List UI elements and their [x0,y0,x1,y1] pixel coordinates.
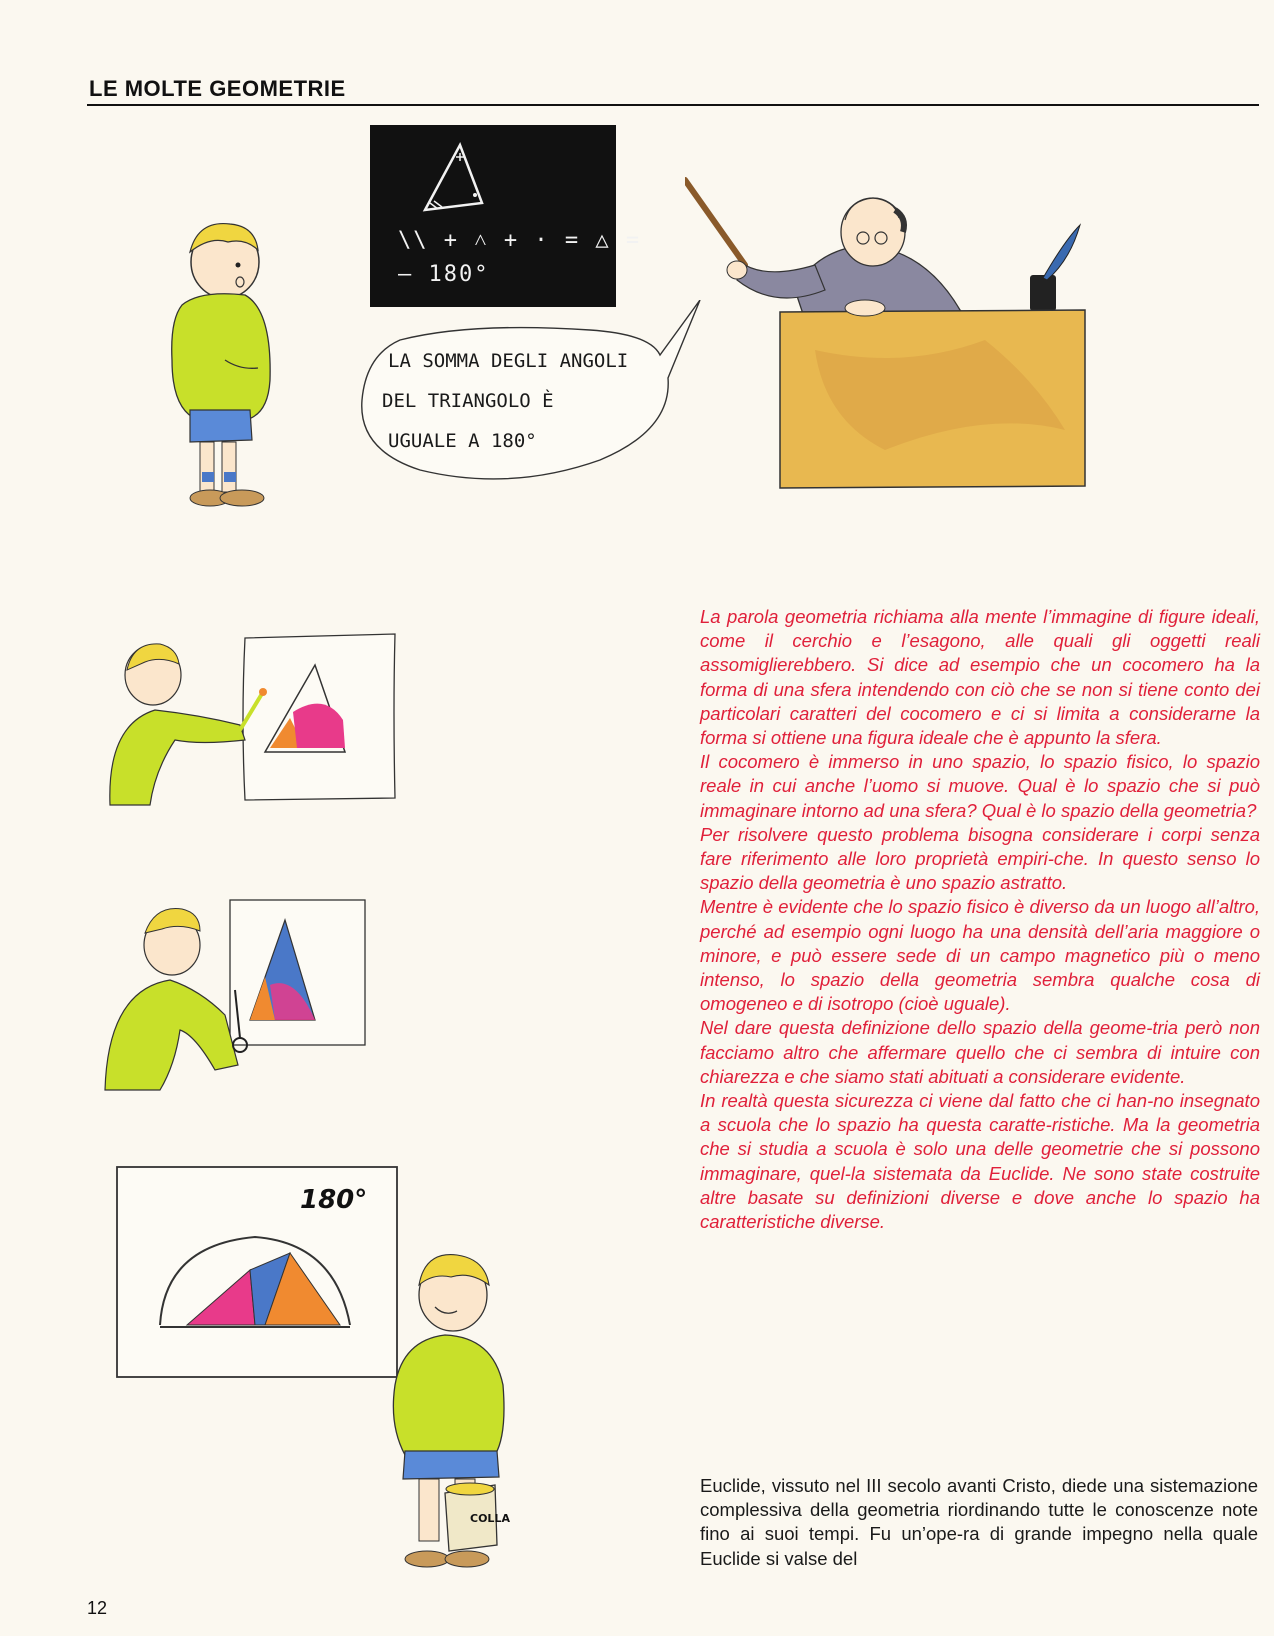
page-title: LE MOLTE GEOMETRIE [89,76,346,101]
blackboard-equation: \\ + ˄ + · = △ = [398,228,642,253]
article-paragraph-6: In realtà questa sicurezza ci viene dal fatto che ci han-no insegnato a scuola che lo spazio ha questa caratte-ristiche. Ma la geometria che si studia a scuola è solo una delle geometrie che si possono immaginare, quel-la sistemata da Euclide. Ne sono state costruite altre basate su definizioni diverse e dove anche lo spazio ha caratteristiche diverse. [700,1090,1260,1233]
article-paragraph-2: Il cocomero è immerso in uno spazio, lo spazio fisico, lo spazio reale in cui anche l’uomo si muove. Qual è lo spazio che si può immaginare intorno ad una sfera? Qual è lo spazio della geometria? [700,751,1260,821]
speech-bubble-line-1: LA SOMMA DEGLI ANGOLI [388,350,629,372]
teacher-at-desk-illustration [685,170,1105,510]
student-cutting-illustration [100,895,380,1095]
student-coloring-illustration [105,630,405,810]
student-standing-illustration [150,210,290,530]
page-number: 12 [87,1598,108,1618]
bucket-label: COLLA [470,1512,510,1525]
blackboard-result: — 180° [398,262,490,287]
blackboard [370,125,642,307]
article-paragraph-3: Per risolvere questo problema bisogna considerare i corpi senza fare riferimento alle loro proprietà empiri-che. In questo senso lo spazio della geometria è uno spazio astratto. [700,823,1260,894]
article-plain-text: Euclide, vissuto nel III secolo avanti Cristo, diede una sistemazione complessiva della geometria riordinando tutte le conoscenze note fino ai suoi tempi. Fu un’ope-ra di grande impegno nella quale Euclide si valse del [700,1475,1258,1569]
figure-angle-label: 180° [300,1185,368,1215]
speech-bubble-line-3: UGUALE A 180° [388,430,537,452]
speech-bubble-line-2: DEL TRIANGOLO È [382,390,554,412]
student-with-bucket-illustration [385,1245,525,1575]
title-rule [87,104,1259,106]
article-paragraph-4: Mentre è evidente che lo spazio fisico è diverso da un luogo all’altro, perché ad esempio ogni luogo ha una densità dell’aria maggiore o minore, e può essere sede di un campo magnetico più o meno intenso, lo spazio della geometria sembra qualche cosa di omogeneo e di isotropo (cioè uguale). [700,896,1260,1015]
article-paragraph-1: La parola geometria richiama alla mente l’immagine di figure ideali, come il cerchio e l’esagono, alle quali gli oggetti reali assomiglierebbero. Si dice ad esempio che un cocomero ha la forma di una sfera intendendo con ciò che se non si tiene conto dei particolari caratteri del cocomero e ci si limita a considerarne la forma si ottiene una figura ideale che è appunto la sfera. [700,606,1260,749]
article-paragraph-5: Nel dare questa definizione dello spazio della geome-tria però non facciamo altro che affermare quello che ci sembra di intuire con chiarezza e che siamo stati abituati a considerare evidente. [700,1017,1260,1087]
article-italic-text [700,605,1260,1234]
